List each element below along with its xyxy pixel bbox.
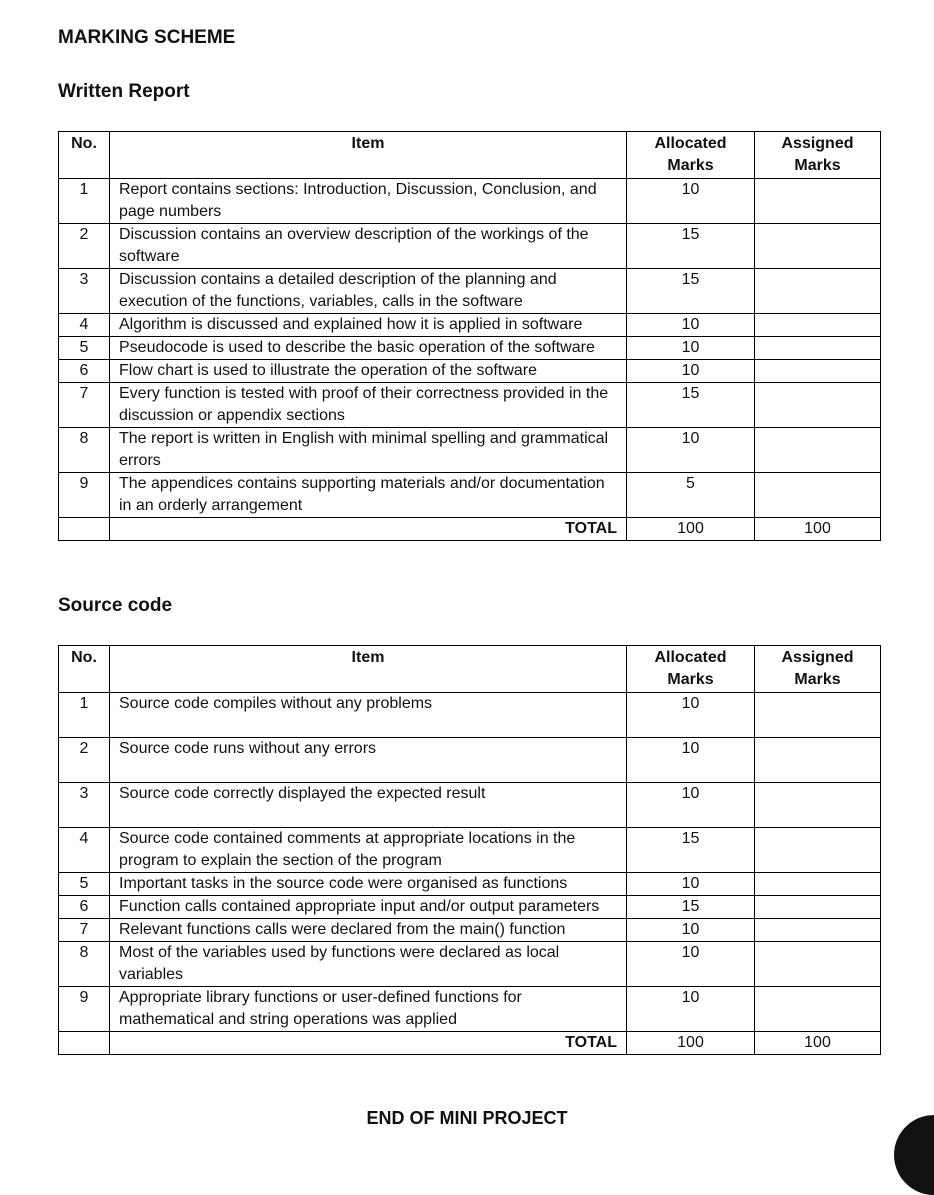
table-row [59, 828, 881, 873]
source-code-table [58, 645, 881, 1055]
row-item: Appropriate library functions or user-defined functions for mathematical and string operations was applied [110, 987, 627, 1032]
row-number: 2 [59, 224, 110, 269]
total-label: TOTAL [110, 1032, 627, 1055]
table-row [59, 224, 881, 269]
total-assigned-marks: 100 [755, 518, 881, 541]
row-number: 8 [59, 428, 110, 473]
table-row [59, 919, 881, 942]
row-number: 1 [59, 693, 110, 738]
table-row [59, 179, 881, 224]
table-row [59, 738, 881, 783]
row-allocated-marks: 5 [627, 473, 755, 518]
row-allocated-marks: 10 [627, 738, 755, 783]
row-number: 6 [59, 896, 110, 919]
row-number: 7 [59, 383, 110, 428]
table-row [59, 987, 881, 1032]
row-assigned-marks[interactable] [755, 828, 881, 873]
total-row [59, 518, 881, 541]
row-allocated-marks: 15 [627, 383, 755, 428]
row-allocated-marks: 15 [627, 224, 755, 269]
row-allocated-marks: 10 [627, 428, 755, 473]
row-item: Source code contained comments at appropriate locations in the program to explain the section of the program [110, 828, 627, 873]
row-item: Report contains sections: Introduction, Discussion, Conclusion, and page numbers [110, 179, 627, 224]
row-item: Most of the variables used by functions were declared as local variables [110, 942, 627, 987]
table-row [59, 269, 881, 314]
total-row-empty-cell [59, 1032, 110, 1055]
row-allocated-marks: 10 [627, 783, 755, 828]
total-row-empty-cell [59, 518, 110, 541]
row-assigned-marks[interactable] [755, 179, 881, 224]
row-assigned-marks[interactable] [755, 987, 881, 1032]
header-allocated-marks: Allocated Marks [627, 646, 755, 693]
row-item: The report is written in English with minimal spelling and grammatical errors [110, 428, 627, 473]
row-item: Source code compiles without any problems [110, 693, 627, 738]
row-assigned-marks[interactable] [755, 473, 881, 518]
row-number: 8 [59, 942, 110, 987]
row-allocated-marks: 10 [627, 942, 755, 987]
total-allocated-marks: 100 [627, 518, 755, 541]
row-allocated-marks: 10 [627, 987, 755, 1032]
row-item: Discussion contains a detailed description of the planning and execution of the functions, variables, calls in the software [110, 269, 627, 314]
table-header-row [59, 646, 881, 693]
section-heading-written-report: Written Report [58, 81, 190, 102]
total-allocated-marks: 100 [627, 1032, 755, 1055]
row-assigned-marks[interactable] [755, 738, 881, 783]
row-item: Source code correctly displayed the expected result [110, 783, 627, 828]
row-item: Every function is tested with proof of their correctness provided in the discussion or appendix sections [110, 383, 627, 428]
table-row [59, 360, 881, 383]
row-item: Function calls contained appropriate input and/or output parameters [110, 896, 627, 919]
row-assigned-marks[interactable] [755, 428, 881, 473]
row-number: 9 [59, 987, 110, 1032]
row-number: 4 [59, 828, 110, 873]
row-allocated-marks: 15 [627, 269, 755, 314]
row-assigned-marks[interactable] [755, 942, 881, 987]
row-assigned-marks[interactable] [755, 896, 881, 919]
header-assigned-marks: Assigned Marks [755, 132, 881, 179]
row-assigned-marks[interactable] [755, 919, 881, 942]
row-item: Algorithm is discussed and explained how it is applied in software [110, 314, 627, 337]
row-allocated-marks: 10 [627, 919, 755, 942]
row-number: 2 [59, 738, 110, 783]
table-row [59, 337, 881, 360]
written-report-table [58, 131, 881, 541]
row-allocated-marks: 10 [627, 360, 755, 383]
section-heading-source-code: Source code [58, 595, 173, 616]
row-number: 5 [59, 337, 110, 360]
row-number: 6 [59, 360, 110, 383]
row-number: 3 [59, 783, 110, 828]
row-assigned-marks[interactable] [755, 383, 881, 428]
row-assigned-marks[interactable] [755, 337, 881, 360]
table-row [59, 873, 881, 896]
header-no: No. [59, 646, 110, 693]
header-allocated-marks: Allocated Marks [627, 132, 755, 179]
row-assigned-marks[interactable] [755, 224, 881, 269]
row-number: 4 [59, 314, 110, 337]
row-assigned-marks[interactable] [755, 360, 881, 383]
row-number: 7 [59, 919, 110, 942]
row-allocated-marks: 10 [627, 337, 755, 360]
total-row [59, 1032, 881, 1055]
table-row [59, 693, 881, 738]
header-no: No. [59, 132, 110, 179]
table-row [59, 942, 881, 987]
row-number: 1 [59, 179, 110, 224]
header-item: Item [110, 646, 627, 693]
row-number: 9 [59, 473, 110, 518]
page-title: MARKING SCHEME [58, 27, 236, 48]
table-row [59, 428, 881, 473]
row-assigned-marks[interactable] [755, 269, 881, 314]
table-header-row [59, 132, 881, 179]
header-assigned-marks: Assigned Marks [755, 646, 881, 693]
table-row [59, 896, 881, 919]
row-item: Important tasks in the source code were organised as functions [110, 873, 627, 896]
row-allocated-marks: 10 [627, 179, 755, 224]
table-row [59, 383, 881, 428]
row-number: 3 [59, 269, 110, 314]
row-allocated-marks: 10 [627, 873, 755, 896]
table-row [59, 314, 881, 337]
end-of-project-footer: END OF MINI PROJECT [366, 1108, 568, 1128]
row-item: Source code runs without any errors [110, 738, 627, 783]
total-label: TOTAL [110, 518, 627, 541]
table-row [59, 473, 881, 518]
row-allocated-marks: 10 [627, 314, 755, 337]
total-assigned-marks: 100 [755, 1032, 881, 1055]
row-allocated-marks: 10 [627, 693, 755, 738]
row-number: 5 [59, 873, 110, 896]
row-assigned-marks[interactable] [755, 314, 881, 337]
row-item: Pseudocode is used to describe the basic operation of the software [110, 337, 627, 360]
row-assigned-marks[interactable] [755, 873, 881, 896]
header-item: Item [110, 132, 627, 179]
row-assigned-marks[interactable] [755, 783, 881, 828]
row-item: Relevant functions calls were declared from the main() function [110, 919, 627, 942]
row-allocated-marks: 15 [627, 896, 755, 919]
row-item: The appendices contains supporting materials and/or documentation in an orderly arrangement [110, 473, 627, 518]
row-allocated-marks: 15 [627, 828, 755, 873]
table-row [59, 783, 881, 828]
row-item: Discussion contains an overview description of the workings of the software [110, 224, 627, 269]
row-assigned-marks[interactable] [755, 693, 881, 738]
row-item: Flow chart is used to illustrate the operation of the software [110, 360, 627, 383]
